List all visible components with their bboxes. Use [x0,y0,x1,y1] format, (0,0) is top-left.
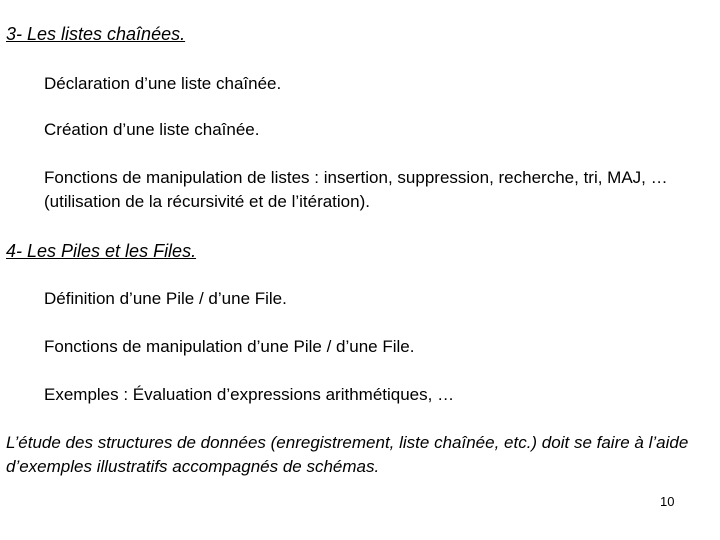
item-list-declaration: Déclaration d’une liste chaînée. [44,74,282,93]
item-list-creation: Création d’une liste chaînée. [44,120,260,139]
item-list-functions: Fonctions de manipulation de listes : insertion, suppression, recherche, tri, MAJ, … (utilisation de la récursivité et de l’itération). [44,168,668,211]
section-title-linked-lists: 3- Les listes chaînées. [6,24,186,44]
item-stack-definition: Définition d’une Pile / d’une File. [44,289,287,308]
page-number: 10 [660,494,675,509]
section-title-stacks-queues: 4- Les Piles et les Files. [6,241,197,261]
item-stack-functions: Fonctions de manipulation d’une Pile / d’une File. [44,337,415,356]
course-note: L’étude des structures de données (enregistrement, liste chaînée, etc.) doit se faire à l’aide d’exemples illustratifs accompagnés de schémas. [6,433,689,476]
item-examples: Exemples : Évaluation d’expressions arithmétiques, … [44,385,455,404]
